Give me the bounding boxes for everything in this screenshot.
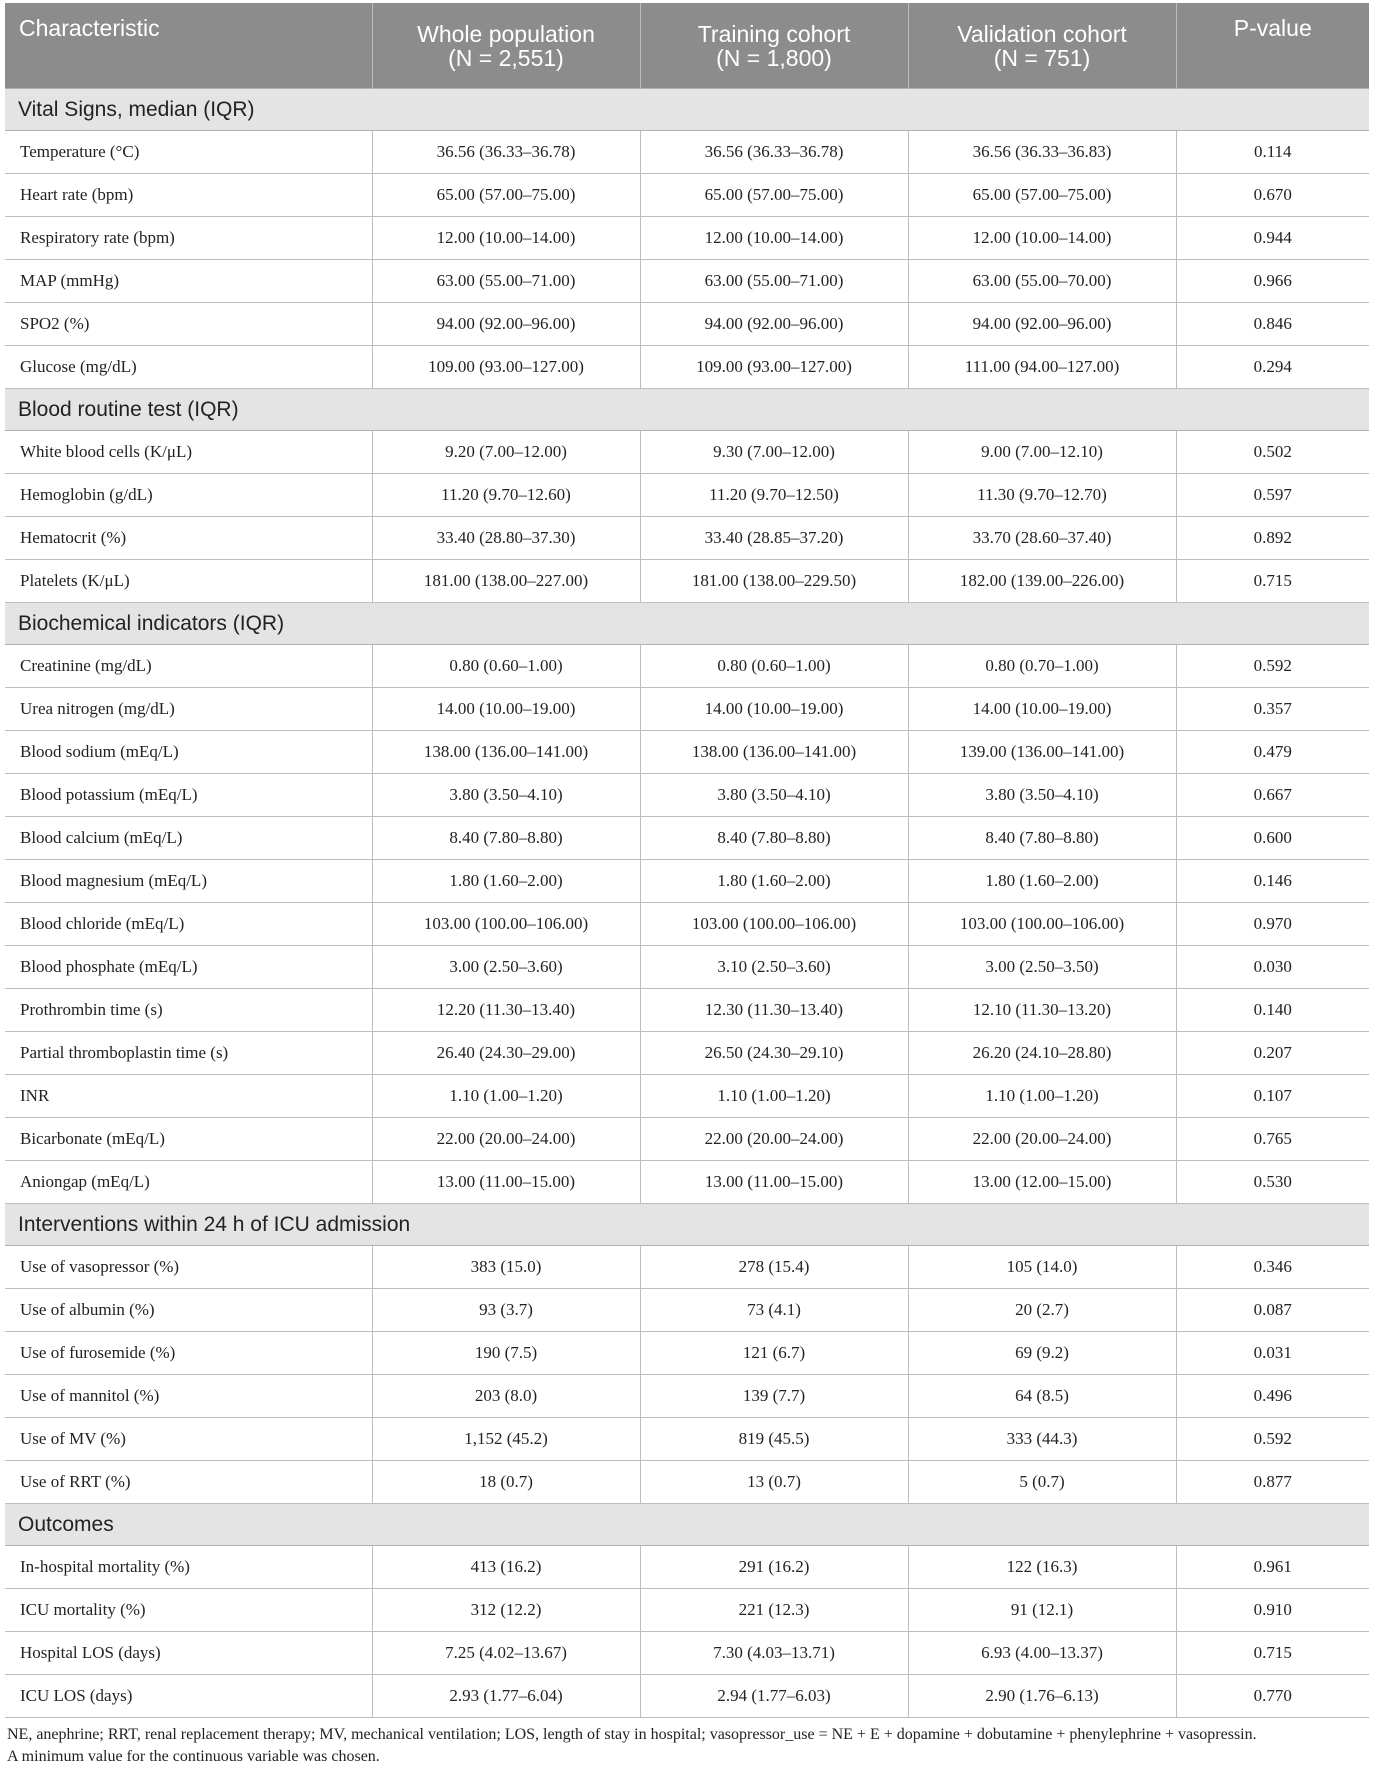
training-cohort-cell: 103.00 (100.00–106.00) <box>640 903 908 946</box>
training-cohort-cell: 1.10 (1.00–1.20) <box>640 1075 908 1118</box>
training-cohort-cell: 63.00 (55.00–71.00) <box>640 260 908 303</box>
p-value-cell: 0.357 <box>1176 688 1369 731</box>
characteristic-cell: Blood phosphate (mEq/L) <box>5 946 372 989</box>
p-value-cell: 0.910 <box>1176 1589 1369 1632</box>
footnote-abbreviations: NE, anephrine; RRT, renal replacement therapy; MV, mechanical ventilation; LOS, length of stay in hospital; vasopressor_use = NE + E + dopamine + dobutamine + phenylephrine + vasopressin. <box>7 1726 1257 1743</box>
training-cohort-cell: 291 (16.2) <box>640 1546 908 1589</box>
whole-population-cell: 94.00 (92.00–96.00) <box>372 303 640 346</box>
characteristic-cell: Use of mannitol (%) <box>5 1375 372 1418</box>
characteristic-cell: Partial thromboplastin time (s) <box>5 1032 372 1075</box>
whole-population-cell: 0.80 (0.60–1.00) <box>372 645 640 688</box>
training-cohort-cell: 8.40 (7.80–8.80) <box>640 817 908 860</box>
section-title: Biochemical indicators (IQR) <box>5 603 1369 645</box>
validation-cohort-cell: 6.93 (4.00–13.37) <box>908 1632 1176 1675</box>
characteristic-cell: Urea nitrogen (mg/dL) <box>5 688 372 731</box>
whole-population-cell: 413 (16.2) <box>372 1546 640 1589</box>
training-cohort-cell: 33.40 (28.85–37.20) <box>640 517 908 560</box>
whole-population-cell: 9.20 (7.00–12.00) <box>372 431 640 474</box>
p-value-cell: 0.715 <box>1176 560 1369 603</box>
table-row <box>5 474 1369 517</box>
whole-population-cell: 1.80 (1.60–2.00) <box>372 860 640 903</box>
header-whole-population <box>372 3 640 89</box>
training-cohort-cell: 94.00 (92.00–96.00) <box>640 303 908 346</box>
whole-population-cell: 18 (0.7) <box>372 1461 640 1504</box>
validation-cohort-cell: 94.00 (92.00–96.00) <box>908 303 1176 346</box>
whole-population-cell: 63.00 (55.00–71.00) <box>372 260 640 303</box>
header-characteristic: Characteristic <box>5 3 372 89</box>
training-cohort-cell: 36.56 (36.33–36.78) <box>640 131 908 174</box>
whole-population-cell: 13.00 (11.00–15.00) <box>372 1161 640 1204</box>
p-value-cell: 0.146 <box>1176 860 1369 903</box>
whole-population-cell: 7.25 (4.02–13.67) <box>372 1632 640 1675</box>
validation-cohort-cell: 20 (2.7) <box>908 1289 1176 1332</box>
header-training-cohort-n: (N = 1,800) <box>716 44 832 71</box>
table-row <box>5 1118 1369 1161</box>
table-row <box>5 1161 1369 1204</box>
training-cohort-cell: 14.00 (10.00–19.00) <box>640 688 908 731</box>
table-row <box>5 560 1369 603</box>
characteristic-cell: SPO2 (%) <box>5 303 372 346</box>
characteristic-cell: Hematocrit (%) <box>5 517 372 560</box>
table-row <box>5 303 1369 346</box>
table-row <box>5 688 1369 731</box>
footnote-minimum-value: A minimum value for the continuous variable was chosen. <box>7 1748 380 1765</box>
characteristic-cell: Temperature (°C) <box>5 131 372 174</box>
characteristic-cell: Heart rate (bpm) <box>5 174 372 217</box>
validation-cohort-cell: 103.00 (100.00–106.00) <box>908 903 1176 946</box>
characteristic-cell: Aniongap (mEq/L) <box>5 1161 372 1204</box>
whole-population-cell: 3.80 (3.50–4.10) <box>372 774 640 817</box>
p-value-cell: 0.207 <box>1176 1032 1369 1075</box>
validation-cohort-cell: 64 (8.5) <box>908 1375 1176 1418</box>
table-row <box>5 860 1369 903</box>
whole-population-cell: 181.00 (138.00–227.00) <box>372 560 640 603</box>
training-cohort-cell: 819 (45.5) <box>640 1418 908 1461</box>
p-value-cell: 0.140 <box>1176 989 1369 1032</box>
characteristic-cell: In-hospital mortality (%) <box>5 1546 372 1589</box>
p-value-cell: 0.966 <box>1176 260 1369 303</box>
p-value-cell: 0.970 <box>1176 903 1369 946</box>
characteristic-cell: Prothrombin time (s) <box>5 989 372 1032</box>
table-row <box>5 260 1369 303</box>
table-row <box>5 1332 1369 1375</box>
p-value-cell: 0.765 <box>1176 1118 1369 1161</box>
characteristic-cell: Blood magnesium (mEq/L) <box>5 860 372 903</box>
validation-cohort-cell: 11.30 (9.70–12.70) <box>908 474 1176 517</box>
validation-cohort-cell: 14.00 (10.00–19.00) <box>908 688 1176 731</box>
characteristic-cell: Blood calcium (mEq/L) <box>5 817 372 860</box>
table-row <box>5 774 1369 817</box>
characteristic-cell: Use of albumin (%) <box>5 1289 372 1332</box>
whole-population-cell: 22.00 (20.00–24.00) <box>372 1118 640 1161</box>
training-cohort-cell: 138.00 (136.00–141.00) <box>640 731 908 774</box>
table-row <box>5 1246 1369 1289</box>
table-row <box>5 731 1369 774</box>
section-header-row <box>5 1504 1369 1546</box>
whole-population-cell: 33.40 (28.80–37.30) <box>372 517 640 560</box>
header-p-value: P-value <box>1176 3 1369 89</box>
training-cohort-cell: 0.80 (0.60–1.00) <box>640 645 908 688</box>
characteristic-cell: Use of vasopressor (%) <box>5 1246 372 1289</box>
characteristic-cell: Hemoglobin (g/dL) <box>5 474 372 517</box>
validation-cohort-cell: 63.00 (55.00–70.00) <box>908 260 1176 303</box>
whole-population-cell: 1,152 (45.2) <box>372 1418 640 1461</box>
section-title: Blood routine test (IQR) <box>5 389 1369 431</box>
header-validation-cohort-title: Validation cohort <box>957 20 1127 47</box>
validation-cohort-cell: 182.00 (139.00–226.00) <box>908 560 1176 603</box>
whole-population-cell: 2.93 (1.77–6.04) <box>372 1675 640 1718</box>
training-cohort-cell: 22.00 (20.00–24.00) <box>640 1118 908 1161</box>
section-header-row <box>5 603 1369 645</box>
whole-population-cell: 103.00 (100.00–106.00) <box>372 903 640 946</box>
training-cohort-cell: 7.30 (4.03–13.71) <box>640 1632 908 1675</box>
validation-cohort-cell: 1.80 (1.60–2.00) <box>908 860 1176 903</box>
characteristic-cell: Creatinine (mg/dL) <box>5 645 372 688</box>
whole-population-cell: 93 (3.7) <box>372 1289 640 1332</box>
training-cohort-cell: 9.30 (7.00–12.00) <box>640 431 908 474</box>
table-row <box>5 1461 1369 1504</box>
characteristic-cell: Hospital LOS (days) <box>5 1632 372 1675</box>
whole-population-cell: 36.56 (36.33–36.78) <box>372 131 640 174</box>
p-value-cell: 0.670 <box>1176 174 1369 217</box>
table-body <box>5 89 1369 1718</box>
whole-population-cell: 190 (7.5) <box>372 1332 640 1375</box>
p-value-cell: 0.294 <box>1176 346 1369 389</box>
validation-cohort-cell: 333 (44.3) <box>908 1418 1176 1461</box>
validation-cohort-cell: 122 (16.3) <box>908 1546 1176 1589</box>
footnotes <box>5 1724 1369 1768</box>
table-row <box>5 903 1369 946</box>
p-value-cell: 0.944 <box>1176 217 1369 260</box>
p-value-cell: 0.770 <box>1176 1675 1369 1718</box>
characteristic-cell: Respiratory rate (bpm) <box>5 217 372 260</box>
whole-population-cell: 3.00 (2.50–3.60) <box>372 946 640 989</box>
validation-cohort-cell: 3.80 (3.50–4.10) <box>908 774 1176 817</box>
whole-population-cell: 138.00 (136.00–141.00) <box>372 731 640 774</box>
training-cohort-cell: 13.00 (11.00–15.00) <box>640 1161 908 1204</box>
characteristic-cell: Blood chloride (mEq/L) <box>5 903 372 946</box>
characteristic-cell: INR <box>5 1075 372 1118</box>
characteristic-cell: ICU LOS (days) <box>5 1675 372 1718</box>
table-row <box>5 645 1369 688</box>
header-validation-cohort-n: (N = 751) <box>993 44 1091 71</box>
validation-cohort-cell: 36.56 (36.33–36.83) <box>908 131 1176 174</box>
table-row <box>5 989 1369 1032</box>
characteristic-cell: ICU mortality (%) <box>5 1589 372 1632</box>
validation-cohort-cell: 33.70 (28.60–37.40) <box>908 517 1176 560</box>
p-value-cell: 0.107 <box>1176 1075 1369 1118</box>
training-cohort-cell: 65.00 (57.00–75.00) <box>640 174 908 217</box>
validation-cohort-cell: 91 (12.1) <box>908 1589 1176 1632</box>
header-training-cohort <box>640 3 908 89</box>
header-training-cohort-title: Training cohort <box>697 20 851 47</box>
validation-cohort-cell: 65.00 (57.00–75.00) <box>908 174 1176 217</box>
table-row <box>5 1675 1369 1718</box>
table-row <box>5 517 1369 560</box>
training-cohort-cell: 3.80 (3.50–4.10) <box>640 774 908 817</box>
training-cohort-cell: 12.00 (10.00–14.00) <box>640 217 908 260</box>
p-value-cell: 0.030 <box>1176 946 1369 989</box>
training-cohort-cell: 139 (7.7) <box>640 1375 908 1418</box>
characteristic-cell: Bicarbonate (mEq/L) <box>5 1118 372 1161</box>
training-cohort-cell: 1.80 (1.60–2.00) <box>640 860 908 903</box>
p-value-cell: 0.496 <box>1176 1375 1369 1418</box>
p-value-cell: 0.592 <box>1176 1418 1369 1461</box>
whole-population-cell: 1.10 (1.00–1.20) <box>372 1075 640 1118</box>
whole-population-cell: 8.40 (7.80–8.80) <box>372 817 640 860</box>
section-title: Interventions within 24 h of ICU admission <box>5 1204 1369 1246</box>
training-cohort-cell: 121 (6.7) <box>640 1332 908 1375</box>
section-title: Outcomes <box>5 1504 1369 1546</box>
validation-cohort-cell: 3.00 (2.50–3.50) <box>908 946 1176 989</box>
training-cohort-cell: 181.00 (138.00–229.50) <box>640 560 908 603</box>
table-row <box>5 1589 1369 1632</box>
validation-cohort-cell: 22.00 (20.00–24.00) <box>908 1118 1176 1161</box>
training-cohort-cell: 278 (15.4) <box>640 1246 908 1289</box>
validation-cohort-cell: 5 (0.7) <box>908 1461 1176 1504</box>
p-value-cell: 0.592 <box>1176 645 1369 688</box>
header-whole-population-title: Whole population <box>417 20 595 47</box>
validation-cohort-cell: 13.00 (12.00–15.00) <box>908 1161 1176 1204</box>
characteristics-table <box>5 3 1369 1718</box>
table-row <box>5 946 1369 989</box>
table-row <box>5 1632 1369 1675</box>
training-cohort-cell: 221 (12.3) <box>640 1589 908 1632</box>
section-header-row <box>5 1204 1369 1246</box>
p-value-cell: 0.597 <box>1176 474 1369 517</box>
table-row <box>5 1418 1369 1461</box>
p-value-cell: 0.600 <box>1176 817 1369 860</box>
p-value-cell: 0.877 <box>1176 1461 1369 1504</box>
validation-cohort-cell: 12.10 (11.30–13.20) <box>908 989 1176 1032</box>
characteristic-cell: Use of furosemide (%) <box>5 1332 372 1375</box>
whole-population-cell: 26.40 (24.30–29.00) <box>372 1032 640 1075</box>
whole-population-cell: 65.00 (57.00–75.00) <box>372 174 640 217</box>
validation-cohort-cell: 9.00 (7.00–12.10) <box>908 431 1176 474</box>
characteristic-cell: White blood cells (K/μL) <box>5 431 372 474</box>
p-value-cell: 0.346 <box>1176 1246 1369 1289</box>
p-value-cell: 0.530 <box>1176 1161 1369 1204</box>
validation-cohort-cell: 0.80 (0.70–1.00) <box>908 645 1176 688</box>
table-row <box>5 346 1369 389</box>
table-row <box>5 1075 1369 1118</box>
whole-population-cell: 14.00 (10.00–19.00) <box>372 688 640 731</box>
table-row <box>5 1375 1369 1418</box>
p-value-cell: 0.961 <box>1176 1546 1369 1589</box>
table-row <box>5 1546 1369 1589</box>
training-cohort-cell: 109.00 (93.00–127.00) <box>640 346 908 389</box>
training-cohort-cell: 13 (0.7) <box>640 1461 908 1504</box>
characteristic-cell: Glucose (mg/dL) <box>5 346 372 389</box>
validation-cohort-cell: 1.10 (1.00–1.20) <box>908 1075 1176 1118</box>
training-cohort-cell: 73 (4.1) <box>640 1289 908 1332</box>
p-value-cell: 0.892 <box>1176 517 1369 560</box>
header-whole-population-n: (N = 2,551) <box>448 44 564 71</box>
whole-population-cell: 383 (15.0) <box>372 1246 640 1289</box>
whole-population-cell: 11.20 (9.70–12.60) <box>372 474 640 517</box>
characteristic-cell: Use of MV (%) <box>5 1418 372 1461</box>
whole-population-cell: 109.00 (93.00–127.00) <box>372 346 640 389</box>
p-value-cell: 0.502 <box>1176 431 1369 474</box>
training-cohort-cell: 3.10 (2.50–3.60) <box>640 946 908 989</box>
validation-cohort-cell: 8.40 (7.80–8.80) <box>908 817 1176 860</box>
header-row <box>5 3 1369 89</box>
training-cohort-cell: 11.20 (9.70–12.50) <box>640 474 908 517</box>
validation-cohort-cell: 26.20 (24.10–28.80) <box>908 1032 1176 1075</box>
p-value-cell: 0.087 <box>1176 1289 1369 1332</box>
table-row <box>5 817 1369 860</box>
validation-cohort-cell: 139.00 (136.00–141.00) <box>908 731 1176 774</box>
p-value-cell: 0.715 <box>1176 1632 1369 1675</box>
p-value-cell: 0.031 <box>1176 1332 1369 1375</box>
training-cohort-cell: 2.94 (1.77–6.03) <box>640 1675 908 1718</box>
validation-cohort-cell: 105 (14.0) <box>908 1246 1176 1289</box>
table-row <box>5 217 1369 260</box>
p-value-cell: 0.667 <box>1176 774 1369 817</box>
validation-cohort-cell: 69 (9.2) <box>908 1332 1176 1375</box>
training-cohort-cell: 12.30 (11.30–13.40) <box>640 989 908 1032</box>
characteristic-cell: Use of RRT (%) <box>5 1461 372 1504</box>
whole-population-cell: 12.20 (11.30–13.40) <box>372 989 640 1032</box>
p-value-cell: 0.846 <box>1176 303 1369 346</box>
section-header-row <box>5 389 1369 431</box>
table-row <box>5 174 1369 217</box>
validation-cohort-cell: 111.00 (94.00–127.00) <box>908 346 1176 389</box>
characteristic-cell: Blood potassium (mEq/L) <box>5 774 372 817</box>
characteristic-cell: MAP (mmHg) <box>5 260 372 303</box>
p-value-cell: 0.114 <box>1176 131 1369 174</box>
characteristic-cell: Blood sodium (mEq/L) <box>5 731 372 774</box>
header-validation-cohort <box>908 3 1176 89</box>
table-row <box>5 131 1369 174</box>
table-row <box>5 1032 1369 1075</box>
whole-population-cell: 203 (8.0) <box>372 1375 640 1418</box>
validation-cohort-cell: 12.00 (10.00–14.00) <box>908 217 1176 260</box>
p-value-cell: 0.479 <box>1176 731 1369 774</box>
table-row <box>5 1289 1369 1332</box>
characteristic-cell: Platelets (K/μL) <box>5 560 372 603</box>
table-container <box>5 3 1369 1768</box>
whole-population-cell: 12.00 (10.00–14.00) <box>372 217 640 260</box>
section-title: Vital Signs, median (IQR) <box>5 89 1369 131</box>
table-row <box>5 431 1369 474</box>
training-cohort-cell: 26.50 (24.30–29.10) <box>640 1032 908 1075</box>
section-header-row <box>5 89 1369 131</box>
whole-population-cell: 312 (12.2) <box>372 1589 640 1632</box>
validation-cohort-cell: 2.90 (1.76–6.13) <box>908 1675 1176 1718</box>
